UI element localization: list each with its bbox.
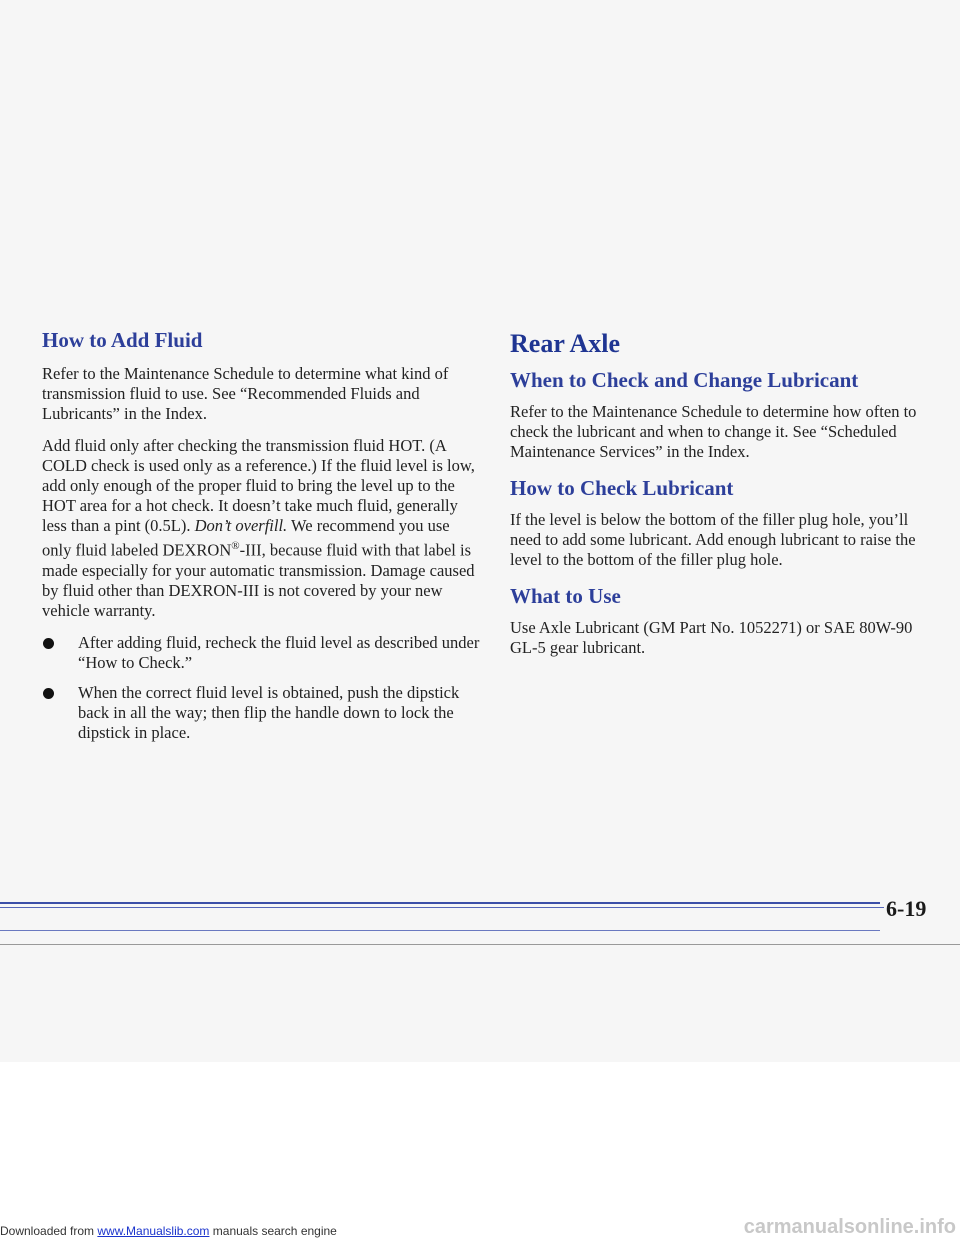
site-watermark: carmanualsonline.info xyxy=(743,1216,956,1238)
add-fluid-paragraph-2 xyxy=(42,436,482,621)
bullet-item xyxy=(42,633,482,673)
bullet-dot-icon xyxy=(43,688,54,699)
page-number: 6-19 xyxy=(886,896,927,921)
dont-overfill-emphasis: Don’t overfill. xyxy=(194,516,288,535)
how-to-check-lubricant-heading: How to Check Lubricant xyxy=(510,476,734,500)
footer-rule xyxy=(0,902,880,904)
footer-rule xyxy=(0,930,880,931)
section-what-to-use xyxy=(510,582,930,658)
bullet-text: After adding fluid, recheck the fluid level as described under “How to Check.” xyxy=(78,632,480,672)
how-to-add-fluid-heading: How to Add Fluid xyxy=(42,328,203,352)
what-to-use-heading: What to Use xyxy=(510,584,621,608)
para2-text-b: We recommend you use only fluid labeled DEXRON xyxy=(42,516,450,560)
add-fluid-bullet-list xyxy=(42,633,482,743)
footer-rule xyxy=(0,944,960,945)
bullet-item xyxy=(42,683,482,743)
add-fluid-paragraph-1: Refer to the Maintenance Schedule to determine what kind of transmission fluid to use. See “Recommended Fluids and Lubricants” in the Index. xyxy=(42,364,449,423)
para2-text-c: -III, because fluid with that label is made especially for your automatic transmission. Damage caused by fluid other than DEXRON-III is not covered by your new vehicle warranty. xyxy=(42,540,475,620)
right-column xyxy=(510,328,930,670)
section-when-to-check xyxy=(510,366,930,462)
download-suffix: manuals search engine xyxy=(209,1224,337,1238)
bullet-dot-icon xyxy=(43,638,54,649)
registered-mark: ® xyxy=(231,540,240,552)
left-column xyxy=(42,326,482,753)
bullet-text: When the correct fluid level is obtained, push the dipstick back in all the way; then flip the handle down to lock the dipstick in place. xyxy=(78,682,460,742)
manualslib-link[interactable]: www.Manualslib.com xyxy=(97,1224,210,1238)
para2-text-a: Add fluid only after checking the transmission fluid HOT. (A COLD check is used only as a reference.) If the fluid level is low, add only enough of the proper fluid to bring the level up to the HOT area for a hot check. It doesn’t take much fluid, generally less than a pint (0.5L). xyxy=(42,436,475,535)
when-to-check-text: Refer to the Maintenance Schedule to determine how often to check the lubricant and when to change it. See “Scheduled Maintenance Services” in the Index. xyxy=(510,402,917,461)
section-how-to-check xyxy=(510,474,930,570)
how-to-check-text: If the level is below the bottom of the filler plug hole, you’ll need to add some lubricant. Add enough lubricant to raise the level to the bottom of the filler plug hole. xyxy=(510,510,916,569)
download-note xyxy=(0,1222,337,1240)
when-to-check-heading: When to Check and Change Lubricant xyxy=(510,368,859,392)
footer-rule xyxy=(0,907,884,908)
rear-axle-heading: Rear Axle xyxy=(510,329,620,358)
download-prefix: Downloaded from xyxy=(0,1224,98,1238)
what-to-use-text: Use Axle Lubricant (GM Part No. 1052271) or SAE 80W-90 GL-5 gear lubricant. xyxy=(510,618,913,657)
